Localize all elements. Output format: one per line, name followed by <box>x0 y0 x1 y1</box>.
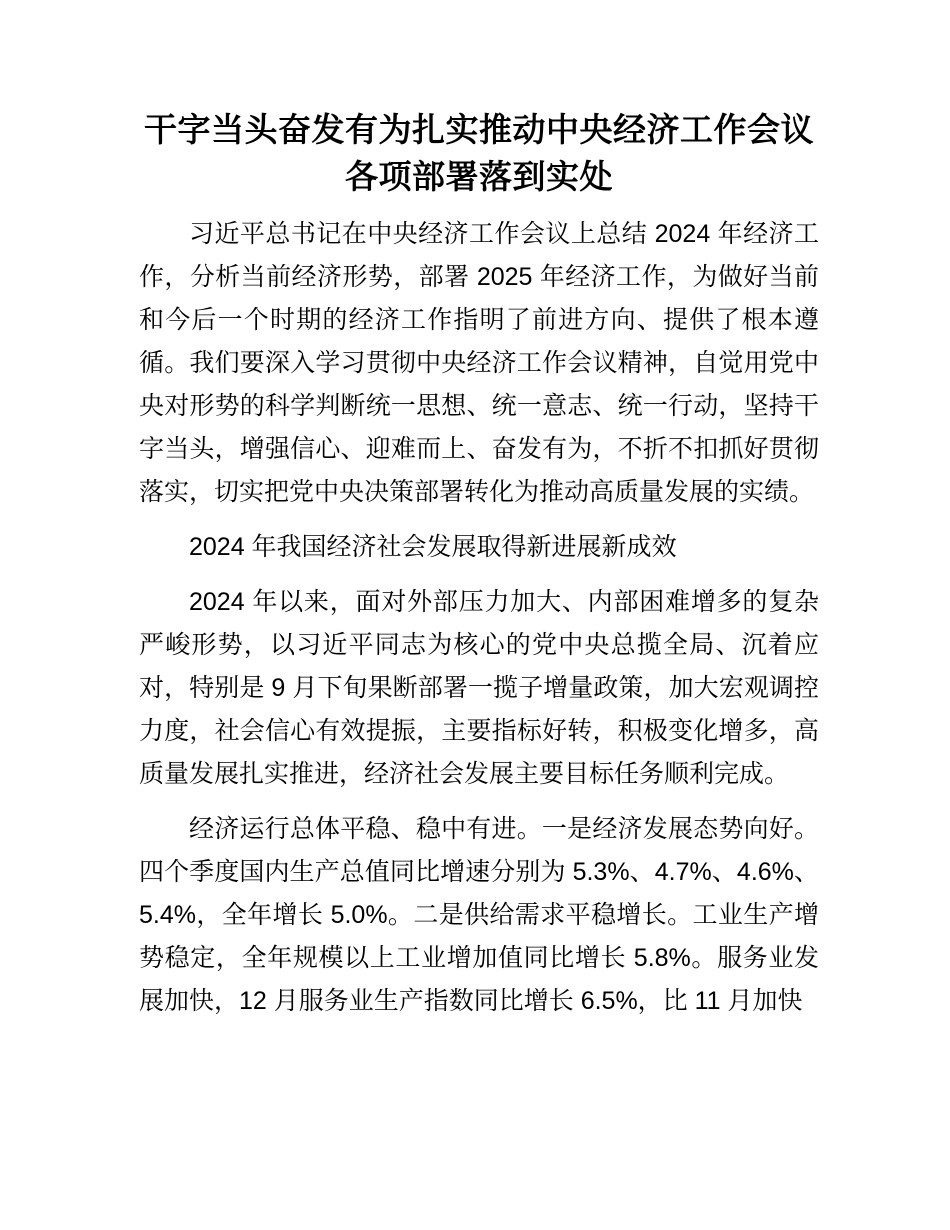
paragraph-economic-indicators: 经济运行总体平稳、稳中有进。一是经济发展态势向好。四个季度国内生产总值同比增速分别为 5.3%、4.7%、4.6%、5.4%，全年增长 5.0%。二是供给需求平稳增长。工业生产增势稳定，全年规模以上工业增加值同比增长 5.8%。服务业发展加快，12 月服务业生产指数同比增长 6.5%，比 11 月加快 <box>139 815 819 1015</box>
document-title: 干字当头奋发有为扎实推动中央经济工作会议各项部署落到实处 <box>144 111 814 195</box>
paragraph-intro: 习近平总书记在中央经济工作会议上总结 2024 年经济工作，分析当前经济形势，部署 2025 年经济工作，为做好当前和今后一个时期的经济工作指明了前进方向、提供了根本遵循。我们要深入学习贯彻中央经济工作会议精神，自觉用党中央对形势的科学判断统一思想、统一意志、统一行动，坚持干字当头，增强信心、迎难而上、奋发有为，不折不扣抓好贯彻落实，切实把党中央决策部署转化为推动高质量发展的实绩。 <box>139 220 819 506</box>
section-heading-2024-achievements: 2024 年我国经济社会发展取得新进展新成效 <box>189 533 677 561</box>
paragraph-2024-overview: 2024 年以来，面对外部压力加大、内部困难增多的复杂严峻形势，以习近平同志为核心的党中央总揽全局、沉着应对，特别是 9 月下旬果断部署一揽子增量政策，加大宏观调控力度，社会信心有效提振，主要指标好转，积极变化增多，高质量发展扎实推进，经济社会发展主要目标任务顺利完成。 <box>139 588 819 788</box>
